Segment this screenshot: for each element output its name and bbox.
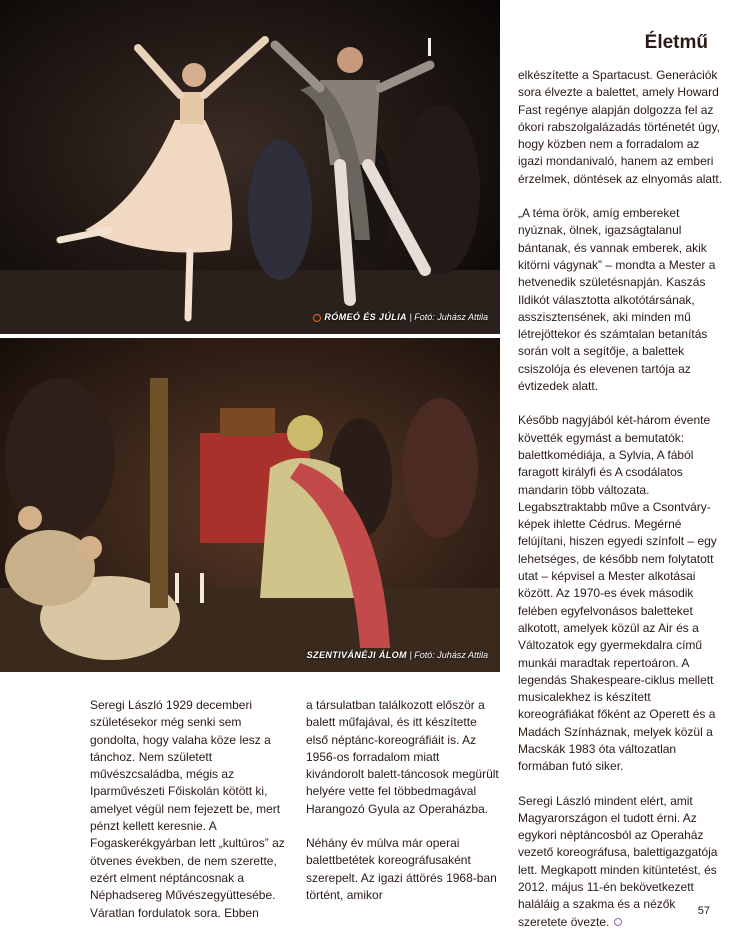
paragraph: elkészítette a Spartacust. Generációk sora élvezte a balettet, amely Howard Fast regénye alapján dolgozza fel az ókori rabszolgalázadás történetét úgy, hogy közben nem a forradalom az igazi mondanivaló, hanem az emberi érzelmek, döntések az elnyomás alatt. <box>518 68 723 186</box>
end-of-article-icon <box>614 918 622 926</box>
paragraph: Seregi László 1929 decemberi születésekor még senki sem gondolta, hogy valaha köze lesz a tánchoz. Nem született művészcsaládba, mégis az Iparművészeti Főiskolán kötött ki, amelyet végül nem fejezett be, mert pénzt kellett keresnie. A Fogaskerékgyárban lett „kultúros” az ötvenes években, de nem szerette, ezért elment néptáncosnak a Néphadsereg Művészegyüttesébe. Váratlan fordulatok sora. Ebben <box>90 698 285 920</box>
article-column-bottom-middle <box>306 697 500 921</box>
paragraph: Később nagyjából két-három évente követték egymást a bemutatók: balettkomédiája, a Sylvia, A fából faragott királyfi és A csodálatos mandarin több változata. Legabsztraktabb műve a Csontváry-képek ihlette Cédrus. Megérné felújítani, hiszen egyedi színfolt – egy lehetséges, de később nem folytatott utat – képvisel a Mester alkotásai között. Az 1970-es évek második felében egyfelvonásos baletteket alkotott, amelyek közül az Air és a Változatok egy gyermekdalra című munkái maradtak repertoáron. A legendás Shakespeare-ciklus mellett musicalekhez is készített koreográfiákat főként az Operett és a Madách Színháznak, melyek közül a Macskák 1983 óta változatlan formában futó siker. <box>518 413 717 774</box>
caption-title: RÓMEÓ ÉS JÚLIA <box>324 312 407 322</box>
page-number: 57 <box>697 905 710 917</box>
caption-credit: | Fotó: Juhász Attila <box>406 312 488 322</box>
paragraph: a társulatban találkozott először a balett műfajával, és itt készítette első néptánc-koreográfiáit is. Az 1956-os forradalom miatt kivándorolt balett-táncosok megürült helyére vette fel többedmagával Harangozó Gyula az Operaházba. <box>306 698 499 816</box>
article-column-right <box>518 67 726 948</box>
paragraph: Néhány év múlva már operai balettbetétek koreográfusaként szerepelt. Az igazi áttörés 1968-ban történt, amikor <box>306 836 497 902</box>
ballet-stage-image <box>0 0 500 334</box>
photo-caption <box>307 650 488 660</box>
ballet-stage-image <box>0 338 500 672</box>
paragraph-text: Seregi László mindent elért, amit Magyarországon el tudott érni. Az egykori néptáncosból az Operaház vezető koreográfusa, balettigazgatója lett. Megkapott minden kitüntetést, és 2012. május 11-én bekövetkezett haláláig a szakma és a nézők szeretete övezte. <box>518 793 718 929</box>
caption-credit: | Fotó: Juhász Attila <box>406 650 488 660</box>
photo-midsummer-nights-dream <box>0 338 500 672</box>
caption-title: SZENTIVÁNÉJI ÁLOM <box>306 650 407 660</box>
caption-marker-icon <box>313 314 321 322</box>
section-title: Életmű <box>644 32 708 53</box>
paragraph-final <box>518 793 726 931</box>
paragraph: „A téma örök, amíg embereket nyúznak, ölnek, igazságtalanul bántanak, és vannak emberek, akik kitörni vágynak” – mondta a Mester a hetvenedik születésnapján. Kaszás Ildikót választotta alkotótársának, asszisztensének, aki minden mű létrejöttekor és számtalan betanítás során volt a segítője, a balettek csiszolója és elevenen tartója az évtizedek alatt. <box>518 206 716 394</box>
photo-romeo-and-juliet <box>0 0 500 334</box>
photo-caption <box>313 312 488 322</box>
article-column-bottom-left <box>90 697 290 939</box>
